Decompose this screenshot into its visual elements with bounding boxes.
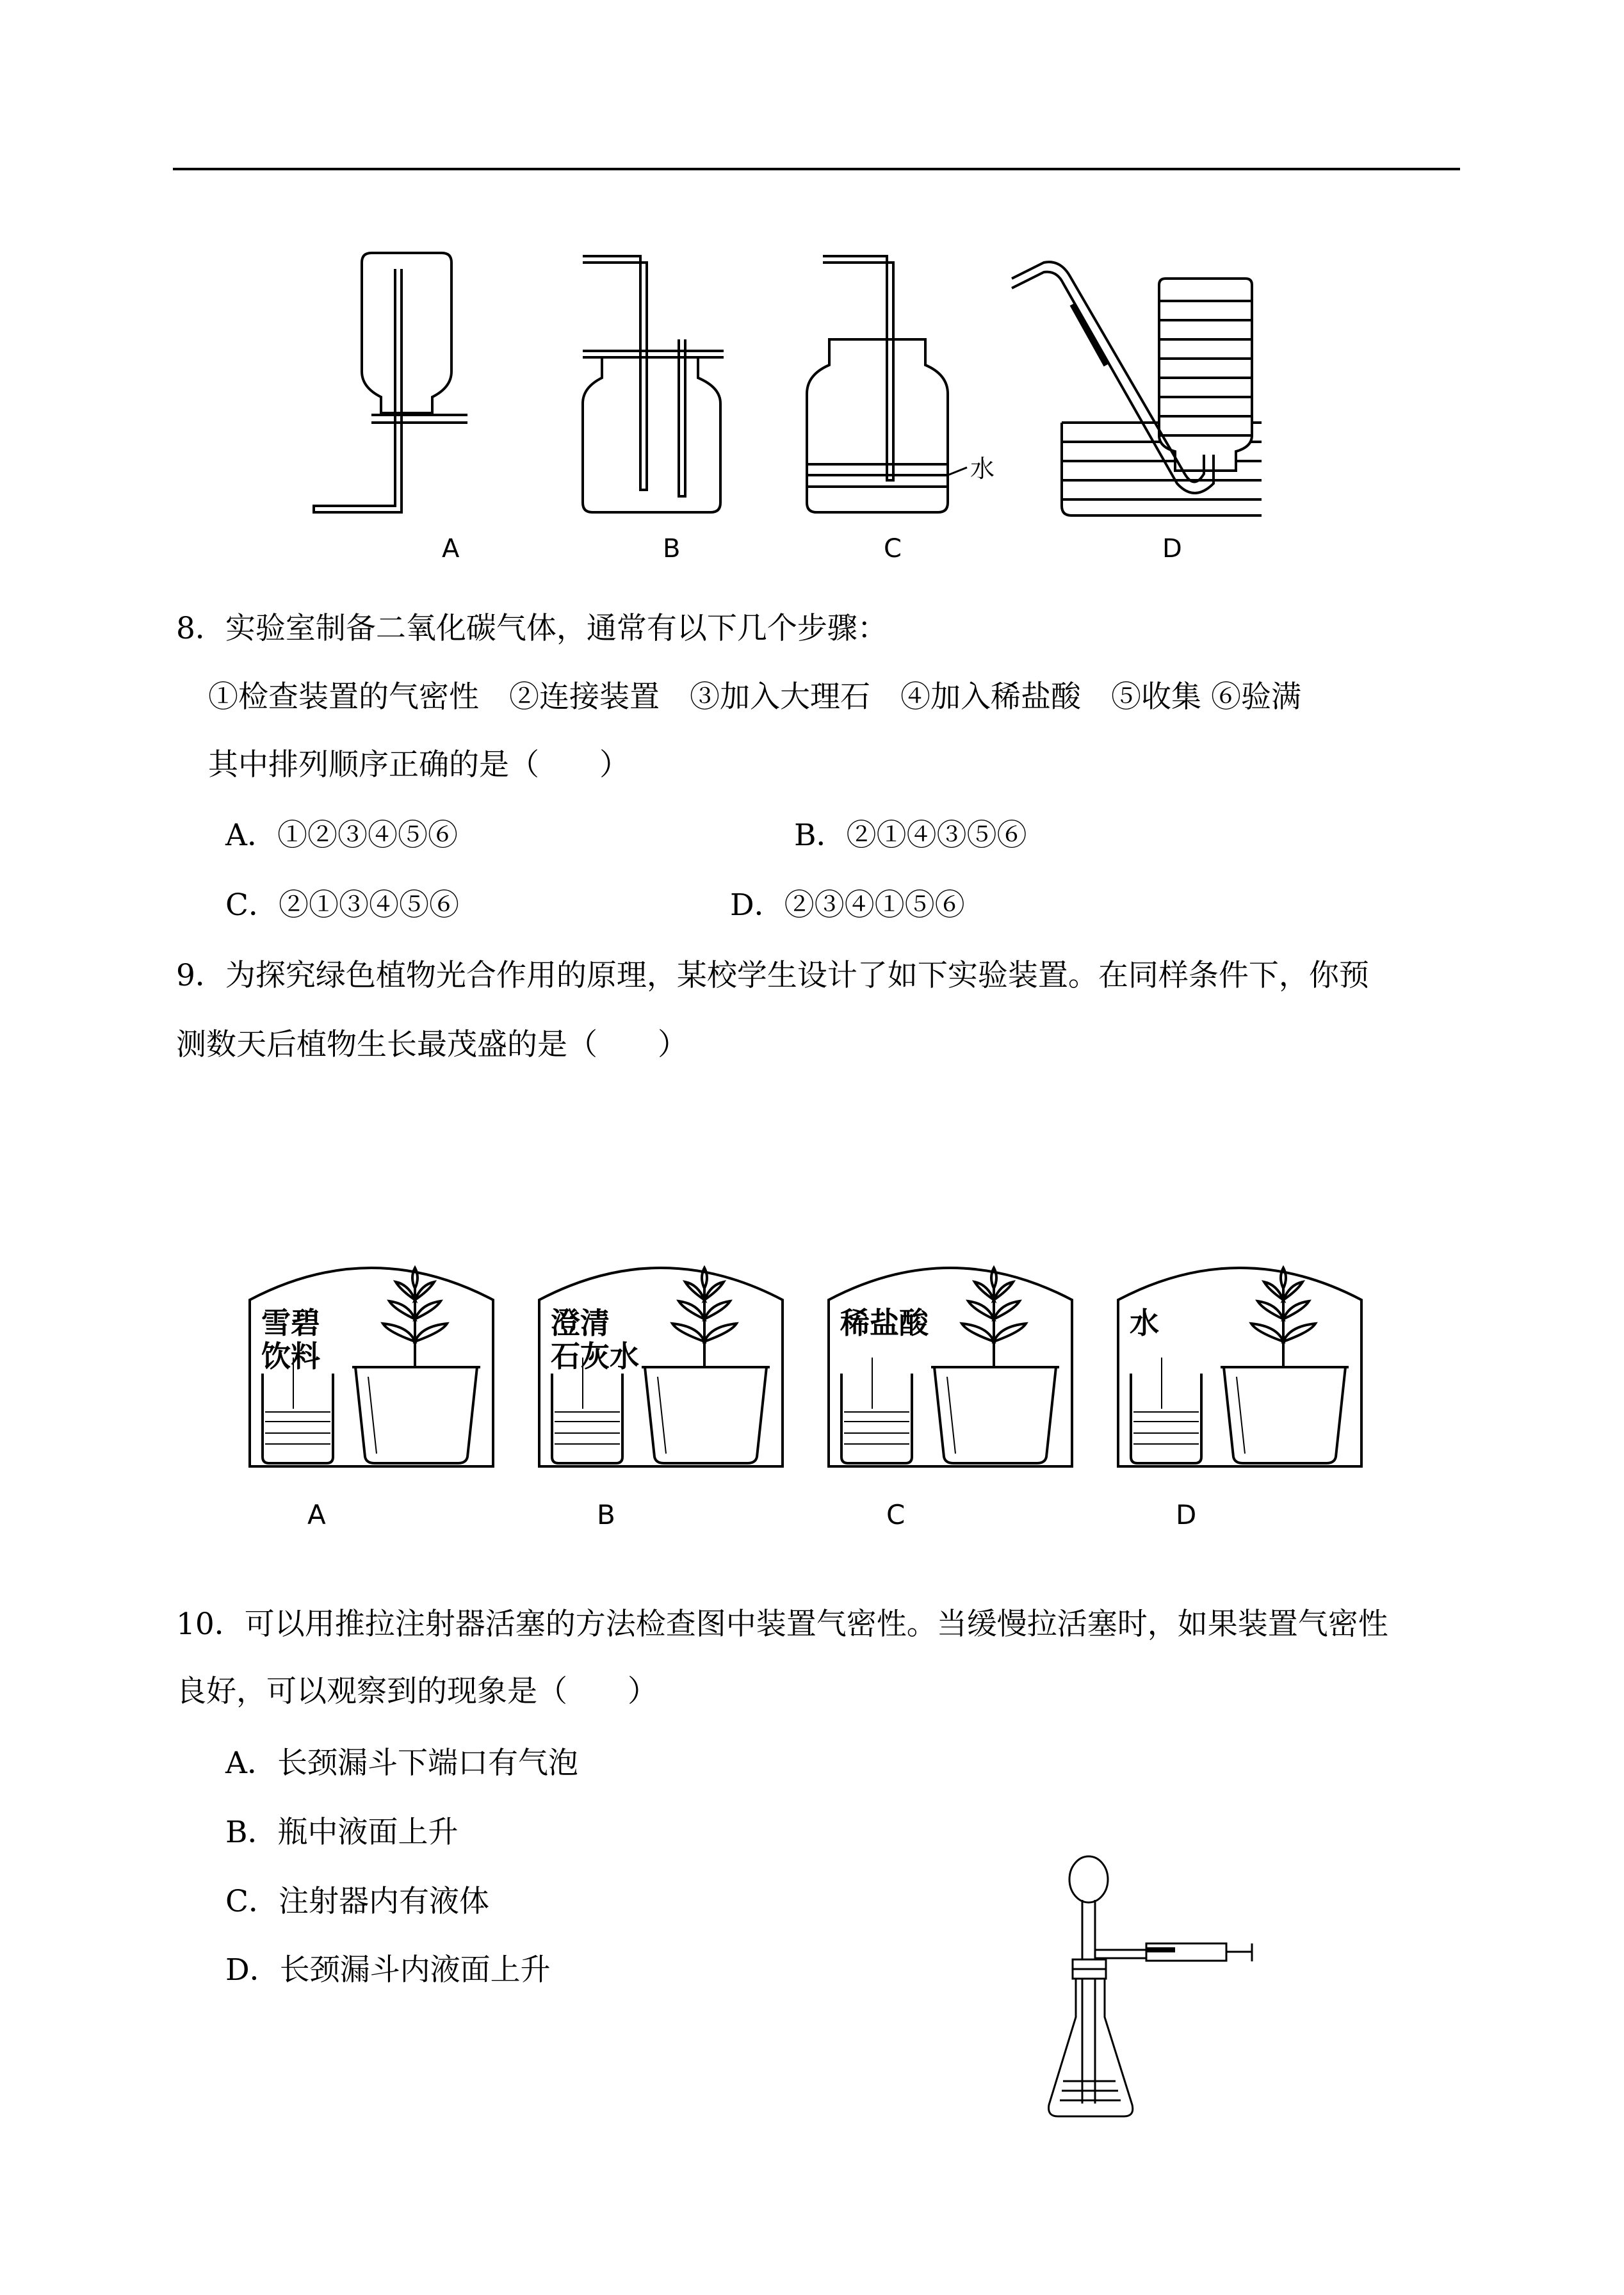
q8-ask: 其中排列顺序正确的是（ ） <box>208 747 629 783</box>
beaker-liquid-label: 雪碧 <box>261 1306 320 1340</box>
water-label: 水 <box>970 455 995 483</box>
plant-experiment-figure <box>243 1249 1396 1556</box>
gas-fig-label-b: B <box>663 534 681 564</box>
q9-line2: 测数天后植物生长最茂盛的是（ ） <box>176 1027 688 1062</box>
gas-fig-label-a: A <box>442 534 460 564</box>
airtightness-apparatus <box>1044 1854 1326 2142</box>
bell-jar-setup <box>250 1268 493 1530</box>
beaker-liquid-label: 稀盐酸 <box>840 1306 929 1340</box>
apparatus-c <box>807 256 967 512</box>
beaker-liquid-label: 石灰水 <box>551 1339 639 1374</box>
plant-fig-option-label: B <box>597 1499 615 1530</box>
gas-collection-figure <box>301 243 1262 576</box>
apparatus-d <box>1012 262 1262 515</box>
plant-fig-option-label: A <box>307 1499 326 1530</box>
q10-line1: 10．可以用推拉注射器活塞的方法检查图中装置气密性。当缓慢拉活塞时，如果装置气密性 <box>176 1607 1388 1642</box>
q10-option-c: C．注射器内有液体 <box>225 1884 489 1919</box>
apparatus-b <box>583 256 724 512</box>
gas-fig-label-c: C <box>884 534 902 564</box>
q8-option-c: C．②①③④⑤⑥ <box>225 888 459 923</box>
q10-option-b: B．瓶中液面上升 <box>225 1815 459 1850</box>
q8-option-b: B．②①④③⑤⑥ <box>794 818 1027 853</box>
q10-option-a: A．长颈漏斗下端口有气泡 <box>225 1746 578 1781</box>
q10-line2: 良好，可以观察到的现象是（ ） <box>176 1674 658 1709</box>
bell-jar-setup <box>539 1268 783 1530</box>
header-rule <box>173 168 1460 170</box>
beaker-liquid-label: 饮料 <box>261 1339 320 1374</box>
q9-line1: 9．为探究绿色植物光合作用的原理，某校学生设计了如下实验装置。在同样条件下，你预 <box>176 958 1369 993</box>
q8-option-d: D．②③④①⑤⑥ <box>730 888 965 923</box>
beaker-liquid-label: 澄清 <box>551 1306 610 1340</box>
q8-steps: ①检查装置的气密性 ②连接装置 ③加入大理石 ④加入稀盐酸 ⑤收集 ⑥验满 <box>208 679 1301 715</box>
bell-jar-setup <box>1118 1268 1361 1530</box>
bell-jar-setup <box>829 1268 1072 1530</box>
q10-option-d: D．长颈漏斗内液面上升 <box>225 1952 551 1988</box>
apparatus-a <box>314 253 467 512</box>
beaker-liquid-label: 水 <box>1130 1306 1159 1340</box>
gas-fig-label-d: D <box>1162 534 1182 564</box>
plant-fig-option-label: C <box>886 1499 905 1530</box>
q8-option-a: A．①②③④⑤⑥ <box>225 818 458 853</box>
plant-fig-option-label: D <box>1176 1499 1197 1530</box>
q8-stem: 8．实验室制备二氧化碳气体，通常有以下几个步骤： <box>176 611 888 646</box>
